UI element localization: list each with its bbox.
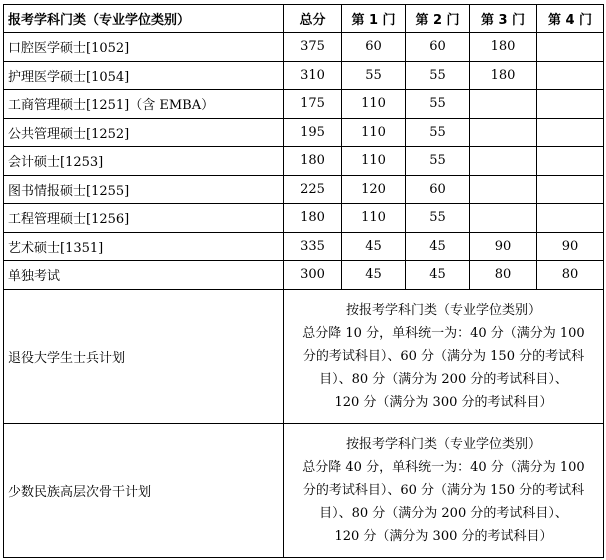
row-subject-3-score: 180 xyxy=(470,61,537,90)
plan-description-line: 120 分（满分为 300 分的考试科目） xyxy=(334,528,553,544)
row-subject-2-score: 55 xyxy=(406,90,470,119)
row-total-score: 195 xyxy=(284,118,342,147)
row-subject-2-score: 55 xyxy=(406,147,470,176)
row-subject-4-score xyxy=(537,33,604,62)
row-subject-1-score: 110 xyxy=(342,118,406,147)
row-total-score: 180 xyxy=(284,147,342,176)
row-category-name: 单独考试 xyxy=(4,261,284,290)
score-table xyxy=(3,4,604,558)
header-row xyxy=(4,5,604,33)
row-subject-4-score xyxy=(537,175,604,204)
row-subject-1-score: 110 xyxy=(342,147,406,176)
plan-description-line: 总分降 10 分，单科统一为：40 分（满分为 100 xyxy=(302,325,585,341)
plan-description-line: 按报考学科门类（专业学位类别） xyxy=(345,302,541,318)
row-subject-3-score xyxy=(470,204,537,233)
row-subject-3-score xyxy=(470,118,537,147)
table-row xyxy=(4,204,604,233)
plan-description xyxy=(284,423,604,557)
row-category-name: 护理医学硕士[1054] xyxy=(4,61,284,90)
row-subject-4-score xyxy=(537,118,604,147)
row-subject-2-score: 55 xyxy=(406,204,470,233)
row-subject-4-score xyxy=(537,90,604,119)
row-subject-3-score xyxy=(470,175,537,204)
plan-row-veteran xyxy=(4,289,604,423)
plan-description-line: 目）、80 分（满分为 200 分的考试科目）、 xyxy=(319,371,568,387)
row-subject-4-score xyxy=(537,61,604,90)
row-subject-2-score: 45 xyxy=(406,261,470,290)
table-row xyxy=(4,147,604,176)
row-category-name: 工商管理硕士[1251]（含 EMBA） xyxy=(4,90,284,119)
row-subject-1-score: 110 xyxy=(342,204,406,233)
row-subject-1-score: 60 xyxy=(342,33,406,62)
row-category-name: 工程管理硕士[1256] xyxy=(4,204,284,233)
plan-description-line: 分的考试科目）、60 分（满分为 150 分的考试科 xyxy=(302,348,585,364)
plan-name: 少数民族高层次骨干计划 xyxy=(4,423,284,557)
row-subject-3-score: 90 xyxy=(470,232,537,261)
header-subject-2: 第 2 门 xyxy=(406,5,470,33)
row-subject-2-score: 45 xyxy=(406,232,470,261)
row-subject-1-score: 45 xyxy=(342,261,406,290)
row-subject-1-score: 120 xyxy=(342,175,406,204)
row-subject-2-score: 60 xyxy=(406,175,470,204)
row-subject-4-score xyxy=(537,204,604,233)
row-subject-3-score: 80 xyxy=(470,261,537,290)
row-subject-2-score: 55 xyxy=(406,61,470,90)
plan-row-minority xyxy=(4,423,604,557)
plan-description-line: 目）、80 分（满分为 200 分的考试科目）、 xyxy=(319,505,568,521)
row-category-name: 口腔医学硕士[1052] xyxy=(4,33,284,62)
row-total-score: 180 xyxy=(284,204,342,233)
header-total: 总分 xyxy=(284,5,342,33)
row-subject-4-score: 80 xyxy=(537,261,604,290)
table-row xyxy=(4,232,604,261)
table-row xyxy=(4,33,604,62)
row-subject-4-score: 90 xyxy=(537,232,604,261)
row-category-name: 图书情报硕士[1255] xyxy=(4,175,284,204)
plan-description xyxy=(284,289,604,423)
row-total-score: 300 xyxy=(284,261,342,290)
row-subject-3-score xyxy=(470,90,537,119)
row-subject-4-score xyxy=(537,147,604,176)
row-category-name: 艺术硕士[1351] xyxy=(4,232,284,261)
header-subject-3: 第 3 门 xyxy=(470,5,537,33)
plan-description-line: 120 分（满分为 300 分的考试科目） xyxy=(334,394,553,410)
plan-description-line: 分的考试科目）、60 分（满分为 150 分的考试科 xyxy=(302,482,585,498)
row-subject-3-score xyxy=(470,147,537,176)
row-subject-2-score: 55 xyxy=(406,118,470,147)
table-row xyxy=(4,261,604,290)
row-subject-1-score: 110 xyxy=(342,90,406,119)
table-row xyxy=(4,175,604,204)
header-subject-1: 第 1 门 xyxy=(342,5,406,33)
table-row xyxy=(4,61,604,90)
row-subject-1-score: 45 xyxy=(342,232,406,261)
header-subject-4: 第 4 门 xyxy=(537,5,604,33)
row-subject-3-score: 180 xyxy=(470,33,537,62)
plan-description-line: 按报考学科门类（专业学位类别） xyxy=(345,436,541,452)
row-total-score: 335 xyxy=(284,232,342,261)
row-total-score: 225 xyxy=(284,175,342,204)
row-category-name: 公共管理硕士[1252] xyxy=(4,118,284,147)
row-subject-2-score: 60 xyxy=(406,33,470,62)
row-total-score: 375 xyxy=(284,33,342,62)
row-category-name: 会计硕士[1253] xyxy=(4,147,284,176)
table-row xyxy=(4,118,604,147)
plan-name: 退役大学生士兵计划 xyxy=(4,289,284,423)
plan-description-line: 总分降 40 分，单科统一为：40 分（满分为 100 xyxy=(302,459,585,475)
row-total-score: 310 xyxy=(284,61,342,90)
row-subject-1-score: 55 xyxy=(342,61,406,90)
table-row xyxy=(4,90,604,119)
row-total-score: 175 xyxy=(284,90,342,119)
header-category: 报考学科门类（专业学位类别） xyxy=(4,5,284,33)
